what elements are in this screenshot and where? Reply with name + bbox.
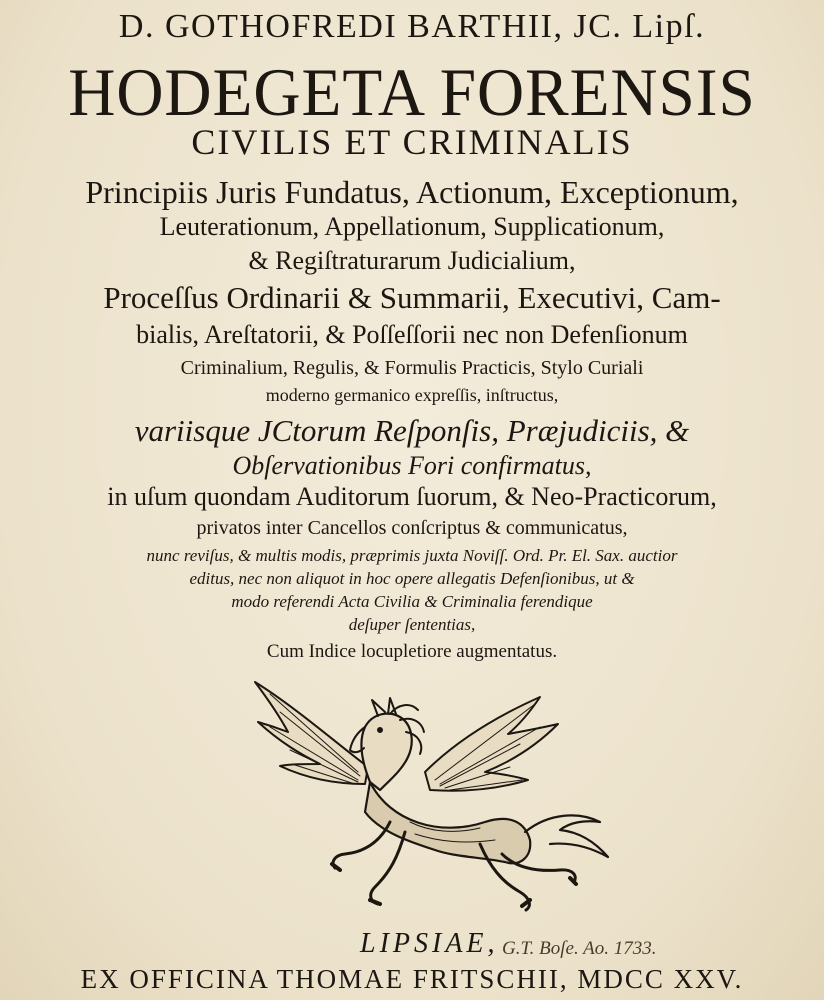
handwritten-ownership-note	[498, 932, 728, 962]
body-line: & Regiſtraturarum Judicialium,	[248, 246, 576, 275]
body-line: Principiis Juris Fundatus, Actionum, Exceptionum,	[85, 174, 739, 210]
revision-line: nunc reviſus, & multis modis, præprimis juxta Noviſſ. Ord. Pr. El. Sax. auctior	[146, 546, 678, 565]
revision-line: modo referendi Acta Civilia & Criminalia ferendique	[231, 592, 593, 611]
subtitle: CIVILIS ET CRIMINALIS	[191, 122, 633, 162]
body-line: Criminalium, Regulis, & Formulis Practicis, Stylo Curiali	[180, 357, 644, 379]
index-line: Cum Indice locupletiore augmentatus.	[266, 641, 558, 662]
revision-line: editus, nec non aliquot in hoc opere allegatis Defenſionibus, ut &	[189, 569, 635, 588]
italic-line: variisque JCtorum Reſponſis, Præjudiciis, &	[134, 413, 690, 448]
author-line: D. GOTHOFREDI BARTHII, JC. Lipſ.	[118, 8, 706, 45]
pegasus-woodcut-icon	[240, 672, 620, 922]
usum-line: privatos inter Cancellos conſcriptus & communicatus,	[196, 517, 628, 539]
usum-line: in uſum quondam Auditorum ſuorum, & Neo-Practicorum,	[107, 482, 717, 511]
body-line: Leuterationum, Appellationum, Supplicationum,	[159, 212, 665, 241]
handwritten-note-text: G.T. Boſe. Ao. 1733.	[502, 938, 657, 959]
body-line: Proceſſus Ordinarii & Summarii, Executivi, Cam-	[103, 280, 721, 315]
body-line: bialis, Areſtatorii, & Poſſeſſorii nec non Defenſionum	[136, 320, 688, 349]
italic-line: Obſervationibus Fori confirmatus,	[232, 451, 592, 480]
imprint-place-row	[0, 928, 824, 964]
main-title: HODEGETA FORENSIS	[68, 54, 756, 130]
body-line: moderno germanico expreſſis, inſtructus,	[265, 385, 559, 405]
imprint-place: LIPSIAE,	[360, 928, 499, 959]
revision-line: deſuper ſententias,	[348, 615, 476, 634]
imprint-printer: EX OFFICINA THOMAE FRITSCHII, MDCC XXV.	[80, 964, 744, 994]
